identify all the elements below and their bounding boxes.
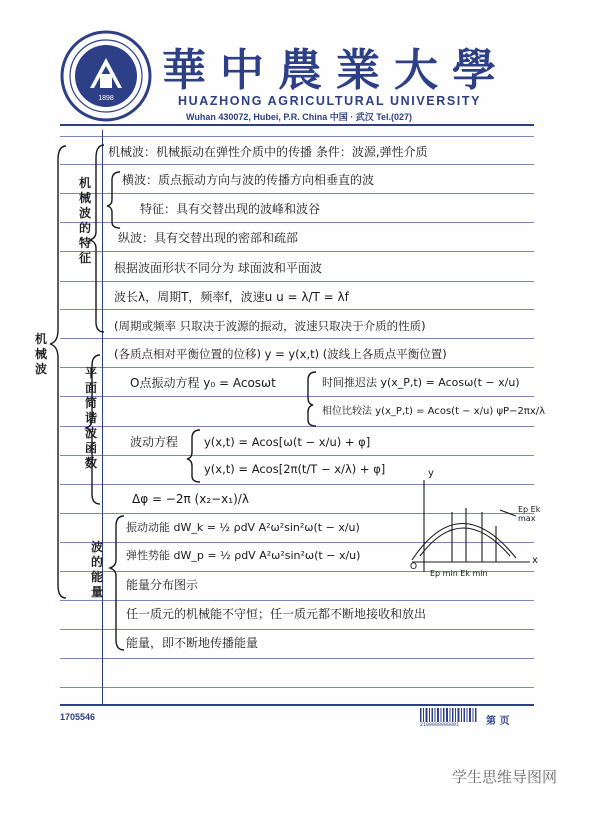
note-line-13: y(x,t) = Acos[ω(t − x/u) + φ] — [204, 435, 371, 449]
section-label-nengliang — [90, 540, 104, 600]
vertical-char: 谐 — [84, 411, 97, 425]
diagram-origin-label: O — [410, 562, 418, 572]
university-name-en: HUAZHONG AGRICULTURAL UNIVERSITY — [178, 94, 482, 108]
note-line-1: 机械波：机械振动在弹性介质中的传播 条件：波源,弹性介质 — [108, 145, 428, 159]
vertical-char: 机 — [34, 332, 47, 346]
energy-distribution-diagram — [412, 480, 530, 572]
note-line-19: 任一质元的机械能不守恒；任一质元都不断地接收和放出 — [126, 607, 427, 621]
section-label-tezheng — [78, 176, 92, 266]
note-line-18: 能量分布图示 — [126, 578, 199, 592]
note-line-16: 振动动能 dW_k = ½ ρdV A²ω²sin²ω(t − x/u) — [126, 521, 360, 534]
sheet-number: 1705546 — [60, 712, 96, 722]
note-line-20: 能量，即不断地传播能量 — [126, 636, 259, 650]
vertical-char: 波 — [90, 540, 103, 554]
vertical-char: 特 — [78, 236, 91, 250]
page-label: 第 页 — [486, 716, 510, 727]
note-line-10: 时间推迟法 y(x_P,t) = Acosω(t − x/u) — [322, 376, 520, 389]
diagram-max-label: Ep Ek max — [518, 505, 541, 523]
root-label-text — [34, 332, 48, 377]
root-label-jixiebo — [34, 332, 48, 377]
section3-text — [90, 540, 104, 600]
vertical-char: 波 — [78, 206, 91, 220]
note-line-12: 波动方程 — [130, 435, 179, 449]
note-line-6: 波长λ，周期T，频率f，波速u u = λ/T = λf — [114, 290, 349, 304]
section2-text — [84, 366, 98, 471]
barcode — [420, 708, 478, 722]
vertical-char: 量 — [90, 585, 103, 599]
note-line-4: 纵波：具有交替出现的密部和疏部 — [118, 231, 299, 245]
note-line-15: Δφ = −2π (x₂−x₁)/λ — [132, 492, 249, 506]
vertical-char: 波 — [84, 426, 97, 440]
note-line-11: 相位比较法 y(x_P,t) = Acos(t − x/u) ψP−2πx/λ — [322, 406, 546, 417]
note-line-8: (各质点相对平衡位置的位移) y = y(x,t) (波线上各质点平衡位置) — [114, 347, 447, 361]
vertical-char: 械 — [78, 191, 91, 205]
vertical-char: 械 — [34, 347, 47, 361]
note-line-2: 横波：质点振动方向与波的传播方向相垂直的波 — [122, 173, 375, 187]
university-address: Wuhan 430072, Hubei, P.R. China 中国 · 武汉 Tel.(027) — [186, 112, 413, 122]
vertical-char: 的 — [78, 221, 91, 235]
note-line-9: O点振动方程 y₀ = Acosωt — [130, 376, 276, 390]
university-name-cn: 華中農業大學 — [162, 45, 510, 96]
barcode-number: 2100000000001 — [420, 722, 460, 728]
note-line-17: 弹性势能 dW_p = ½ ρdV A²ω²sin²ω(t − x/u) — [126, 549, 361, 562]
diagram-y-label: y — [428, 468, 434, 479]
note-line-7: (周期或频率 只取决于波源的振动，波速只取决于介质的性质) — [114, 319, 426, 333]
section1-text — [78, 176, 92, 266]
vertical-char: 数 — [84, 456, 97, 470]
vertical-char: 函 — [84, 441, 97, 455]
diagram-x-label: x — [532, 555, 538, 566]
watermark-text: 学生思维导图网 — [452, 768, 558, 786]
note-line-5: 根据波面形状不同分为 球面波和平面波 — [114, 261, 322, 275]
vertical-char: 能 — [90, 570, 103, 584]
vertical-char: 平 — [84, 366, 97, 380]
vertical-char: 机 — [78, 176, 91, 190]
note-line-3: 特征：具有交替出现的波峰和波谷 — [140, 202, 321, 216]
vertical-char: 波 — [34, 362, 47, 376]
seal-year: 1898 — [98, 95, 114, 102]
vertical-char: 的 — [90, 555, 103, 569]
vertical-char: 面 — [84, 381, 97, 395]
note-line-14: y(x,t) = Acos[2π(t/T − x/λ) + φ] — [204, 462, 386, 476]
diagram-min-label: Ep min Ek min — [430, 569, 488, 578]
vertical-char: 征 — [78, 251, 91, 265]
section-label-bohanshu — [84, 366, 98, 471]
vertical-char: 简 — [84, 396, 97, 410]
